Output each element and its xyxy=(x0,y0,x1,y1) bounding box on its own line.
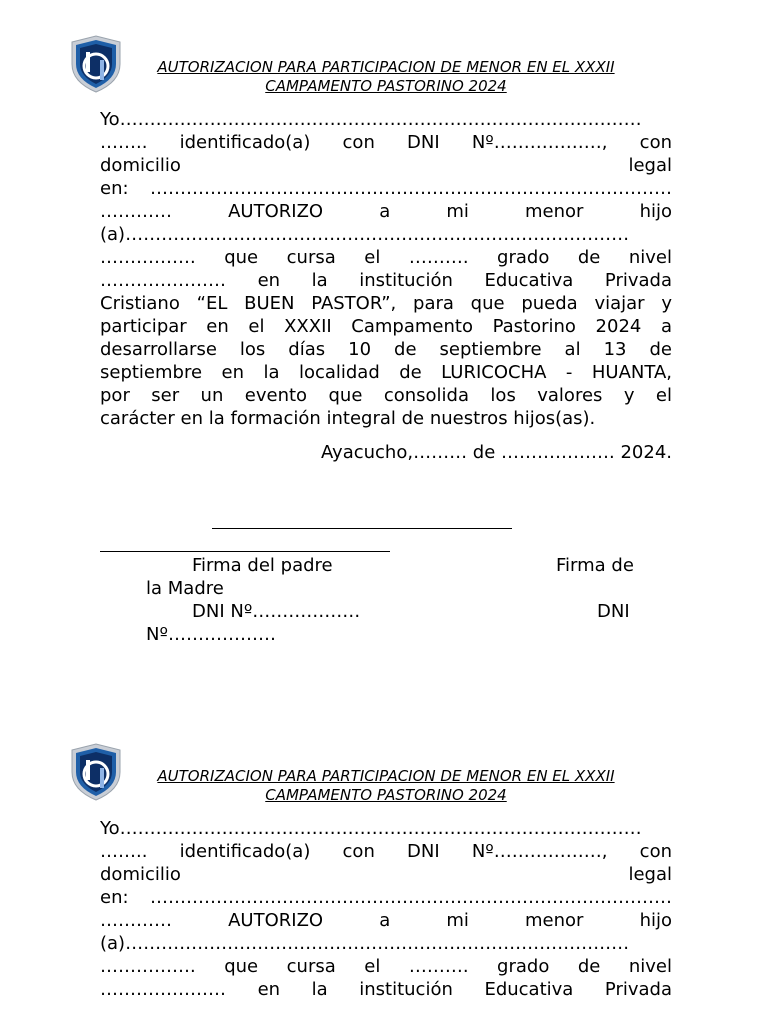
body-line: septiembre en la localidad de LURICOCHA - HUANTA, xyxy=(100,362,672,383)
body-line: Cristiano “EL BUEN PASTOR”, para que pueda viajar y xyxy=(100,293,672,314)
father-dni: DNI Nº……………… xyxy=(192,601,361,622)
form-title: AUTORIZACION PARA PARTICIPACION DE MENOR EN EL XXXII CAMPAMENTO PASTORINO 2024 xyxy=(157,58,615,95)
body-line: ………… AUTORIZO a mi menor hijo xyxy=(100,201,672,222)
body-line: (a)………………………………………………………………………… xyxy=(100,224,630,245)
body-line: ……………. que cursa el ………. grado de nivel xyxy=(100,247,672,268)
place-date: Ayacucho,……… de ………………. 2024. xyxy=(320,442,672,463)
authorization-body xyxy=(100,108,672,430)
body-line: carácter en la formación integral de nuestros hijos(as). xyxy=(100,408,596,429)
body-line: …….. identificado(a) con DNI Nº………………, con xyxy=(100,132,672,153)
mother-signature-label: Firma de xyxy=(556,555,634,576)
mother-signature-label-cont: la Madre xyxy=(146,578,224,599)
mother-dni: DNI xyxy=(597,601,630,622)
body-line: ………………… en la institución Educativa Privada xyxy=(100,270,672,291)
mother-dni-cont: Nº……………… xyxy=(146,624,276,645)
body-line: por ser un evento que consolida los valores y el xyxy=(100,385,672,406)
body-line: Yo…………………………………………………………………………… xyxy=(100,109,642,130)
body-line: (a)………………………………………………………………………… xyxy=(100,933,630,954)
form-title: AUTORIZACION PARA PARTICIPACION DE MENOR EN EL XXXII CAMPAMENTO PASTORINO 2024 xyxy=(157,767,615,804)
signature-line-mother xyxy=(212,528,512,529)
body-line: ………… AUTORIZO a mi menor hijo xyxy=(100,910,672,931)
authorization-body xyxy=(100,817,672,1007)
body-line: domicilio legal xyxy=(100,864,672,885)
body-line: …….. identificado(a) con DNI Nº………………, con xyxy=(100,841,672,862)
father-signature-label: Firma del padre xyxy=(192,555,333,576)
body-line: desarrollarse los días 10 de septiembre al 13 de xyxy=(100,339,672,360)
body-line: ………………… en la institución Educativa Privada xyxy=(100,979,672,1000)
body-line: domicilio legal xyxy=(100,155,672,176)
body-line: Yo…………………………………………………………………………… xyxy=(100,818,642,839)
body-line: participar en el XXXII Campamento Pastorino 2024 a xyxy=(100,316,672,337)
signature-line-father xyxy=(100,551,390,552)
body-line: ……………. que cursa el ………. grado de nivel xyxy=(100,956,672,977)
body-line: en: …………………………………………………………………………… xyxy=(100,178,672,199)
body-line: en: …………………………………………………………………………… xyxy=(100,887,672,908)
